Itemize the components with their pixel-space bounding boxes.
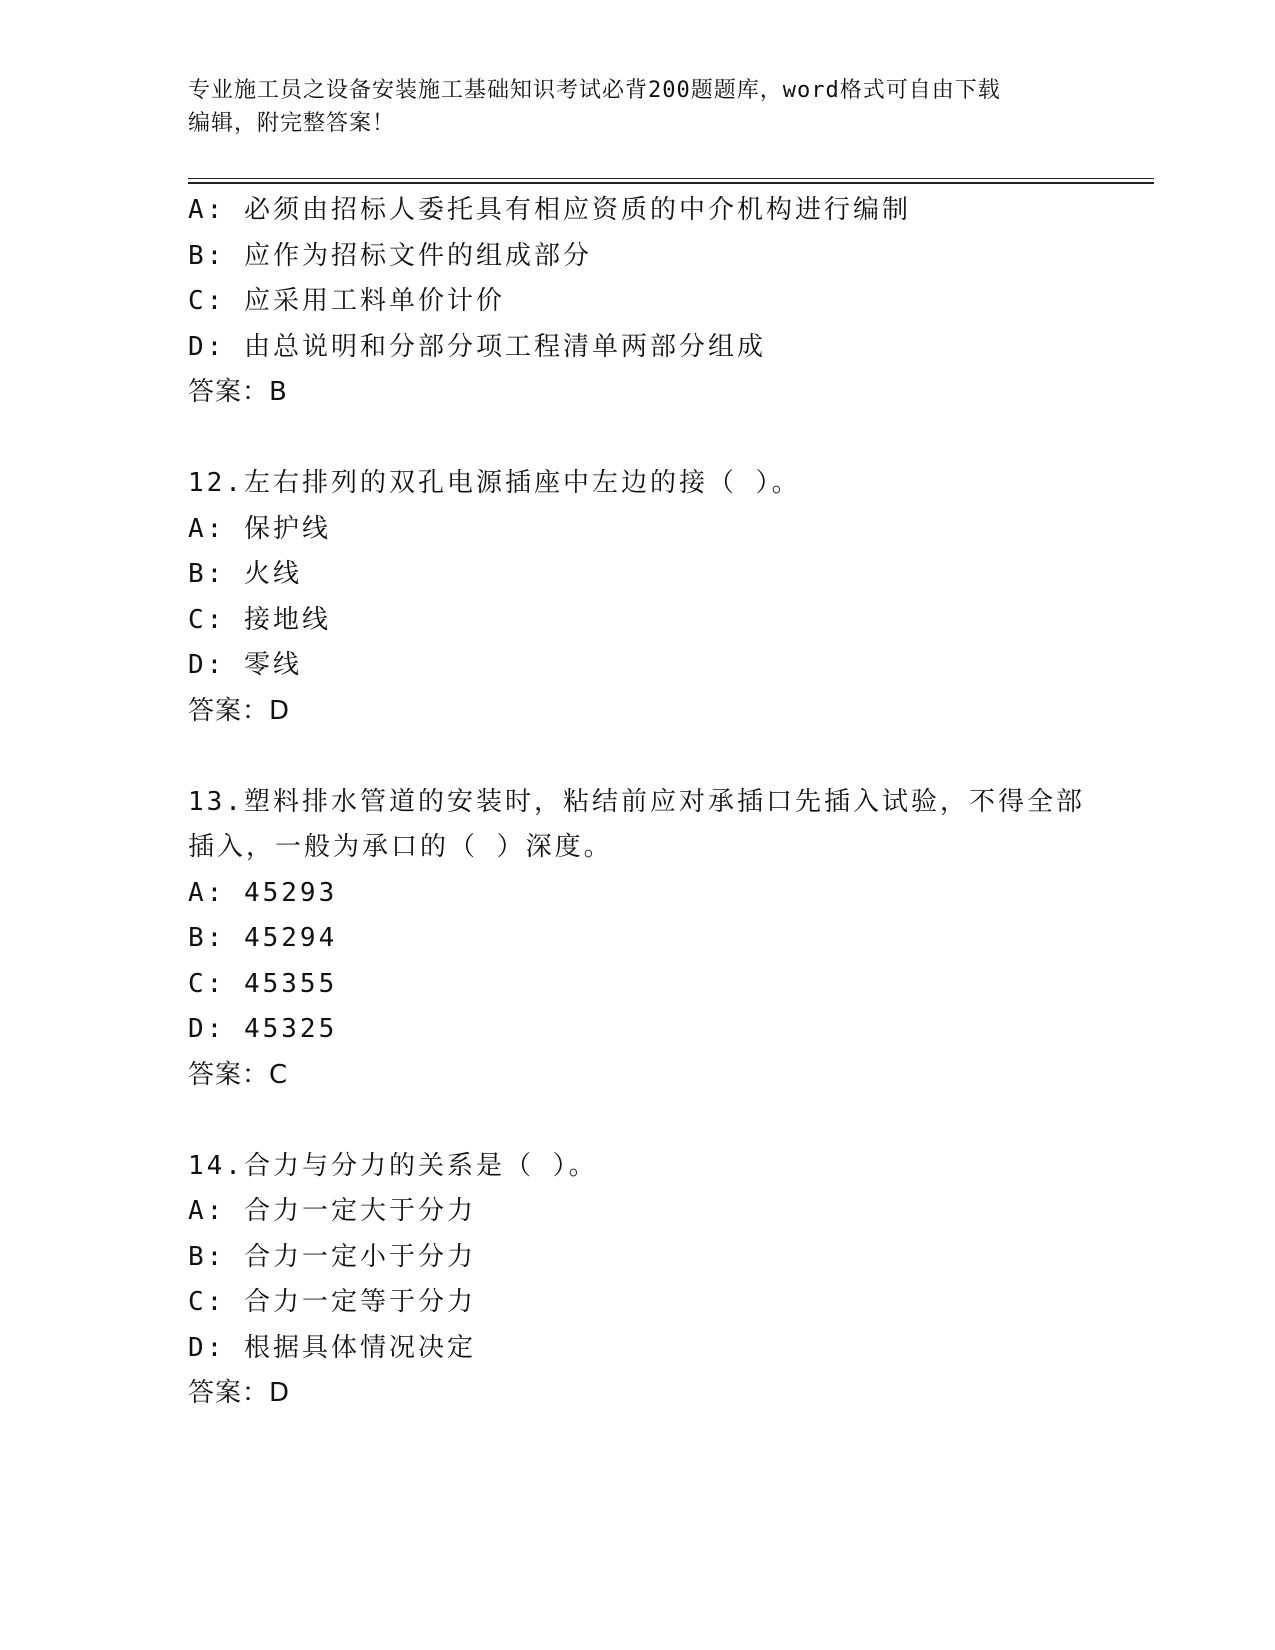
header-divider-thick (188, 182, 1154, 184)
header-title-line-2: 编辑，附完整答案！ (188, 111, 396, 136)
question-text-line-1: 13.塑料排水管道的安装时，粘结前应对承插口先插入试验，不得全部 (188, 786, 1085, 817)
question-11-block (188, 188, 1088, 416)
option-d: D: 由总说明和分部分项工程清单两部分组成 (188, 331, 766, 362)
option-b: B: 应作为招标文件的组成部分 (188, 240, 592, 271)
spacer (188, 1098, 1088, 1144)
question-text: 14.合力与分力的关系是（ ）。 (188, 1150, 598, 1181)
option-d: D: 45325 (188, 1014, 338, 1044)
option-a: A: 必须由招标人委托具有相应资质的中介机构进行编制 (188, 195, 911, 225)
question-text: 12.左右排列的双孔电源插座中左边的接（ ）。 (188, 468, 801, 498)
option-d: D: 根据具体情况决定 (188, 1332, 476, 1363)
answer-line: 答案：B (188, 377, 288, 407)
spacer (188, 416, 1088, 462)
answer-line: 答案：D (188, 695, 291, 726)
answer-line: 答案：C (188, 1059, 289, 1090)
question-13-block (188, 780, 1088, 1099)
option-a: A: 保护线 (188, 513, 331, 544)
option-c: C: 接地线 (188, 604, 331, 635)
question-text-line-2: 插入，一般为承口的（ ）深度。 (188, 832, 613, 862)
document-header (188, 74, 1068, 140)
option-c: C: 合力一定等于分力 (188, 1287, 476, 1317)
header-divider-thin (188, 178, 1154, 179)
option-c: C: 应采用工料单价计价 (188, 286, 505, 316)
option-b: B: 火线 (188, 559, 302, 589)
option-a: A: 45293 (188, 877, 338, 908)
question-list (188, 188, 1088, 1417)
header-title-line-1: 专业施工员之设备安装施工基础知识考试必背200题题库，word格式可自由下载 (188, 78, 1001, 103)
option-b: B: 45294 (188, 923, 338, 953)
answer-line: 答案：D (188, 1378, 291, 1408)
question-14-block (188, 1144, 1088, 1417)
option-d: D: 零线 (188, 650, 302, 680)
option-a: A: 合力一定大于分力 (188, 1196, 476, 1226)
question-12-block (188, 461, 1088, 734)
option-c: C: 45355 (188, 968, 338, 999)
spacer (188, 734, 1088, 780)
option-b: B: 合力一定小于分力 (188, 1241, 476, 1272)
